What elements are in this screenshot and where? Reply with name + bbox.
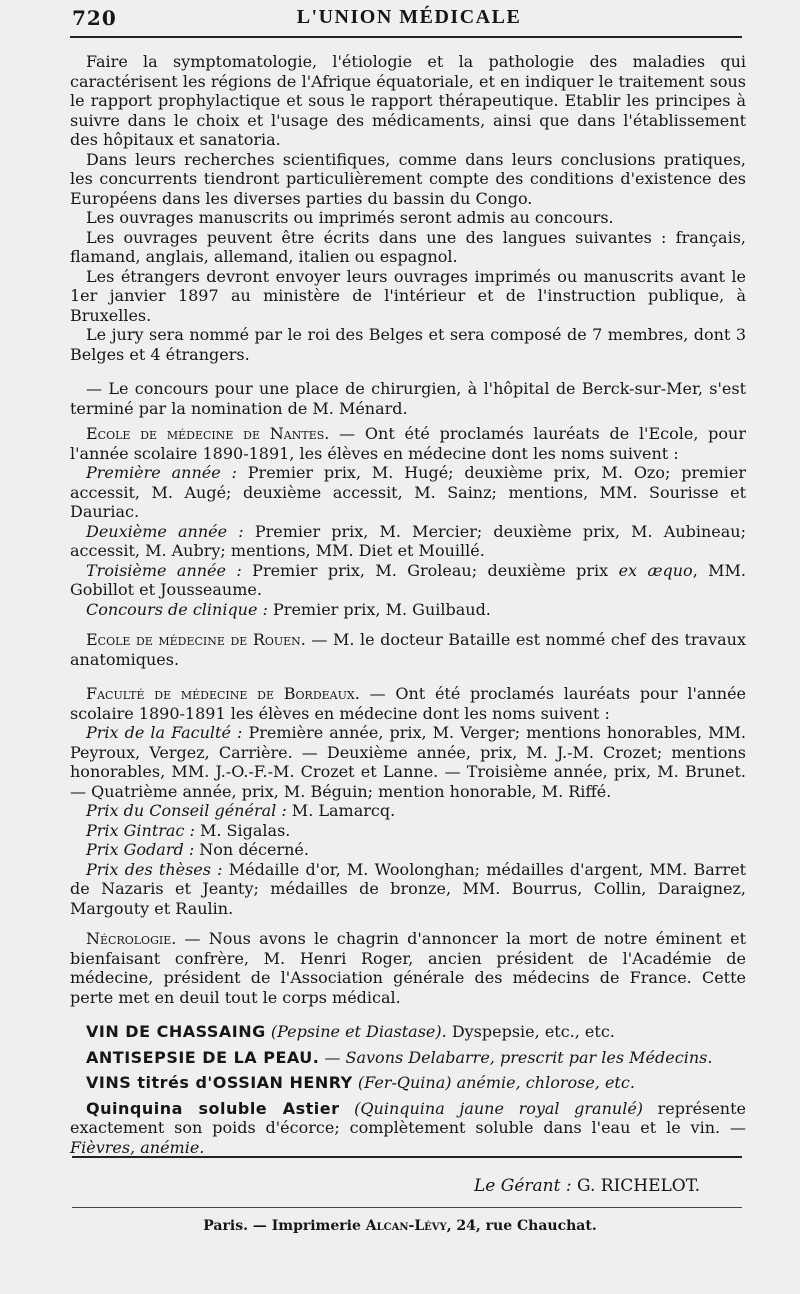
bordeaux-gintrac-prize: Prix Gintrac : M. Sigalas. (86, 820, 291, 840)
necrology-heading: Nécrologie. (86, 929, 177, 948)
paragraph-works-admitted: Les ouvrages manuscrits ou imprimés seront admis au concours. (86, 208, 614, 227)
ad-quinquina-astier: Quinquina soluble Astier (Quinquina jaune royal granulé) représente exactement son poids d'écorce; complètement soluble dans l'eau et le vin. — Fièvres, anémie. (70, 1098, 747, 1157)
nantes-clinic: Concours de clinique : Premier prix, M. Guilbaud. (86, 599, 491, 619)
header-rule (70, 36, 742, 38)
paragraph-berck: — Le concours pour une place de chirurgien, à l'hôpital de Berck-sur-Mer, s'est terminé par la nomination de M. Ménard. (70, 379, 746, 418)
gerant-signature: Le Gérant : G. RICHELOT. (474, 1176, 700, 1196)
paragraph-languages: Les ouvrages peuvent être écrits dans une des langues suivantes : français, flamand, anglais, allemand, italien ou espagnol. (70, 227, 746, 266)
paragraph-prize-subject: Faire la symptomatologie, l'étiologie et la pathologie des maladies qui caractérisent les régions de l'Afrique équatoriale, et en indiquer le traitement sous le rapport prophylactique et sous le rapport thérapeutique. Etablir les principes à suivre dans le choix et l'usage des médicaments, ainsi que dans l'établissement des hôpitaux et sanatoria. (70, 52, 746, 149)
nantes-third-year: Troisième année : Premier prix, M. Groleau; deuxième prix ex æquo, MM. Gobillot et Jousseaume. (70, 560, 747, 599)
imprint-rule (72, 1207, 742, 1208)
bordeaux-heading: Faculté de médecine de Bordeaux. (86, 684, 360, 703)
bordeaux-council-prize: Prix du Conseil général : M. Lamarcq. (86, 801, 396, 820)
bordeaux-godard-prize: Prix Godard : Non décerné. (86, 840, 309, 859)
page-number: 720 (72, 6, 117, 30)
nantes-second-year: Deuxième année : Premier prix, M. Mercier; deuxième prix, M. Aubineau; accessit, M. Aubry; mentions, MM. Diet et Mouillé. (70, 521, 746, 560)
article-body (70, 52, 746, 1157)
page-header (64, 4, 754, 32)
ad-antisepsie: ANTISEPSIE DE LA PEAU. — Savons Delabarre, prescrit par les Médecins. (86, 1047, 713, 1067)
printer-imprint: Paris. — Imprimerie Alcan-Lévy, 24, rue Chauchat. (203, 1218, 597, 1234)
rouen-heading: Ecole de médecine de Rouen. (86, 630, 306, 649)
nantes-first-year: Première année : Premier prix, M. Hugé; deuxième prix, M. Ozo; premier accessit, M. Augé; deuxième accessit, M. Sainz; mentions, MM. Sourisse et Dauriac. (70, 463, 746, 521)
ad-vin-chassaing: VIN DE CHASSAING (Pepsine et Diastase). Dyspepsie, etc., etc. (86, 1022, 615, 1041)
running-title: L'UNION MÉDICALE (296, 6, 522, 28)
bordeaux-thesis-prize: Prix des thèses : Médaille d'or, M. Woolonghan; médailles d'argent, MM. Barret de Nazaris et Jeanty; médailles de bronze, MM. Bourrus, Collin, Daraignez, Margouty et Raulin. (70, 859, 746, 918)
ad-ossian-henry: VINS titrés d'OSSIAN HENRY (Fer-Quina) anémie, chlorose, etc. (86, 1073, 635, 1092)
bordeaux-faculty-prize: Prix de la Faculté : Première année, prix, M. Verger; mentions honorables, MM. Peyroux, Vergez, Carrière. — Deuxième année, prix, M. J.-M. Crozet; mentions honorables, MM. J.-O.-F.-M. Crozet et Lanne. — Troisième année, prix, M. Brunet. — Quatrième année, prix, M. Béguin; mention honorable, M. Riffé. (70, 723, 746, 801)
paragraph-research: Dans leurs recherches scientifiques, comme dans leurs conclusions pratiques, les concurrents tiendront particulièrement compte des conditions d'existence des Européens dans les diverses parties du bassin du Congo. (70, 149, 746, 208)
paragraph-necrology: Nécrologie. — Nous avons le chagrin d'annoncer la mort de notre éminent et bienfaisant confrère, M. Henri Roger, ancien président de l'Académie de médecine, président de l'Association générale des médecins de France. Cette perte met en deuil tout le corps médical. (70, 929, 746, 1007)
paragraph-nantes: Ecole de médecine de Nantes. — Ont été proclamés lauréats de l'Ecole, pour l'année scolaire 1890-1891, les élèves en médecine dont les noms suivent : (70, 424, 747, 463)
paragraph-bordeaux: Faculté de médecine de Bordeaux. — Ont été proclamés lauréats pour l'année scolaire 1890-1891 les élèves en médecine dont les noms suivent : (70, 684, 747, 723)
paragraph-jury: Le jury sera nommé par le roi des Belges et sera composé de 7 membres, dont 3 Belges et 4 étrangers. (70, 325, 746, 364)
paragraph-foreigners: Les étrangers devront envoyer leurs ouvrages imprimés ou manuscrits avant le 1er janvier 1897 au ministère de l'intérieur et de l'instruction publique, à Bruxelles. (70, 266, 746, 325)
nantes-heading: Ecole de médecine de Nantes. (86, 424, 330, 443)
paragraph-rouen: Ecole de médecine de Rouen. — M. le docteur Bataille est nommé chef des travaux anatomiques. (70, 630, 746, 669)
footer-rule (72, 1156, 742, 1158)
